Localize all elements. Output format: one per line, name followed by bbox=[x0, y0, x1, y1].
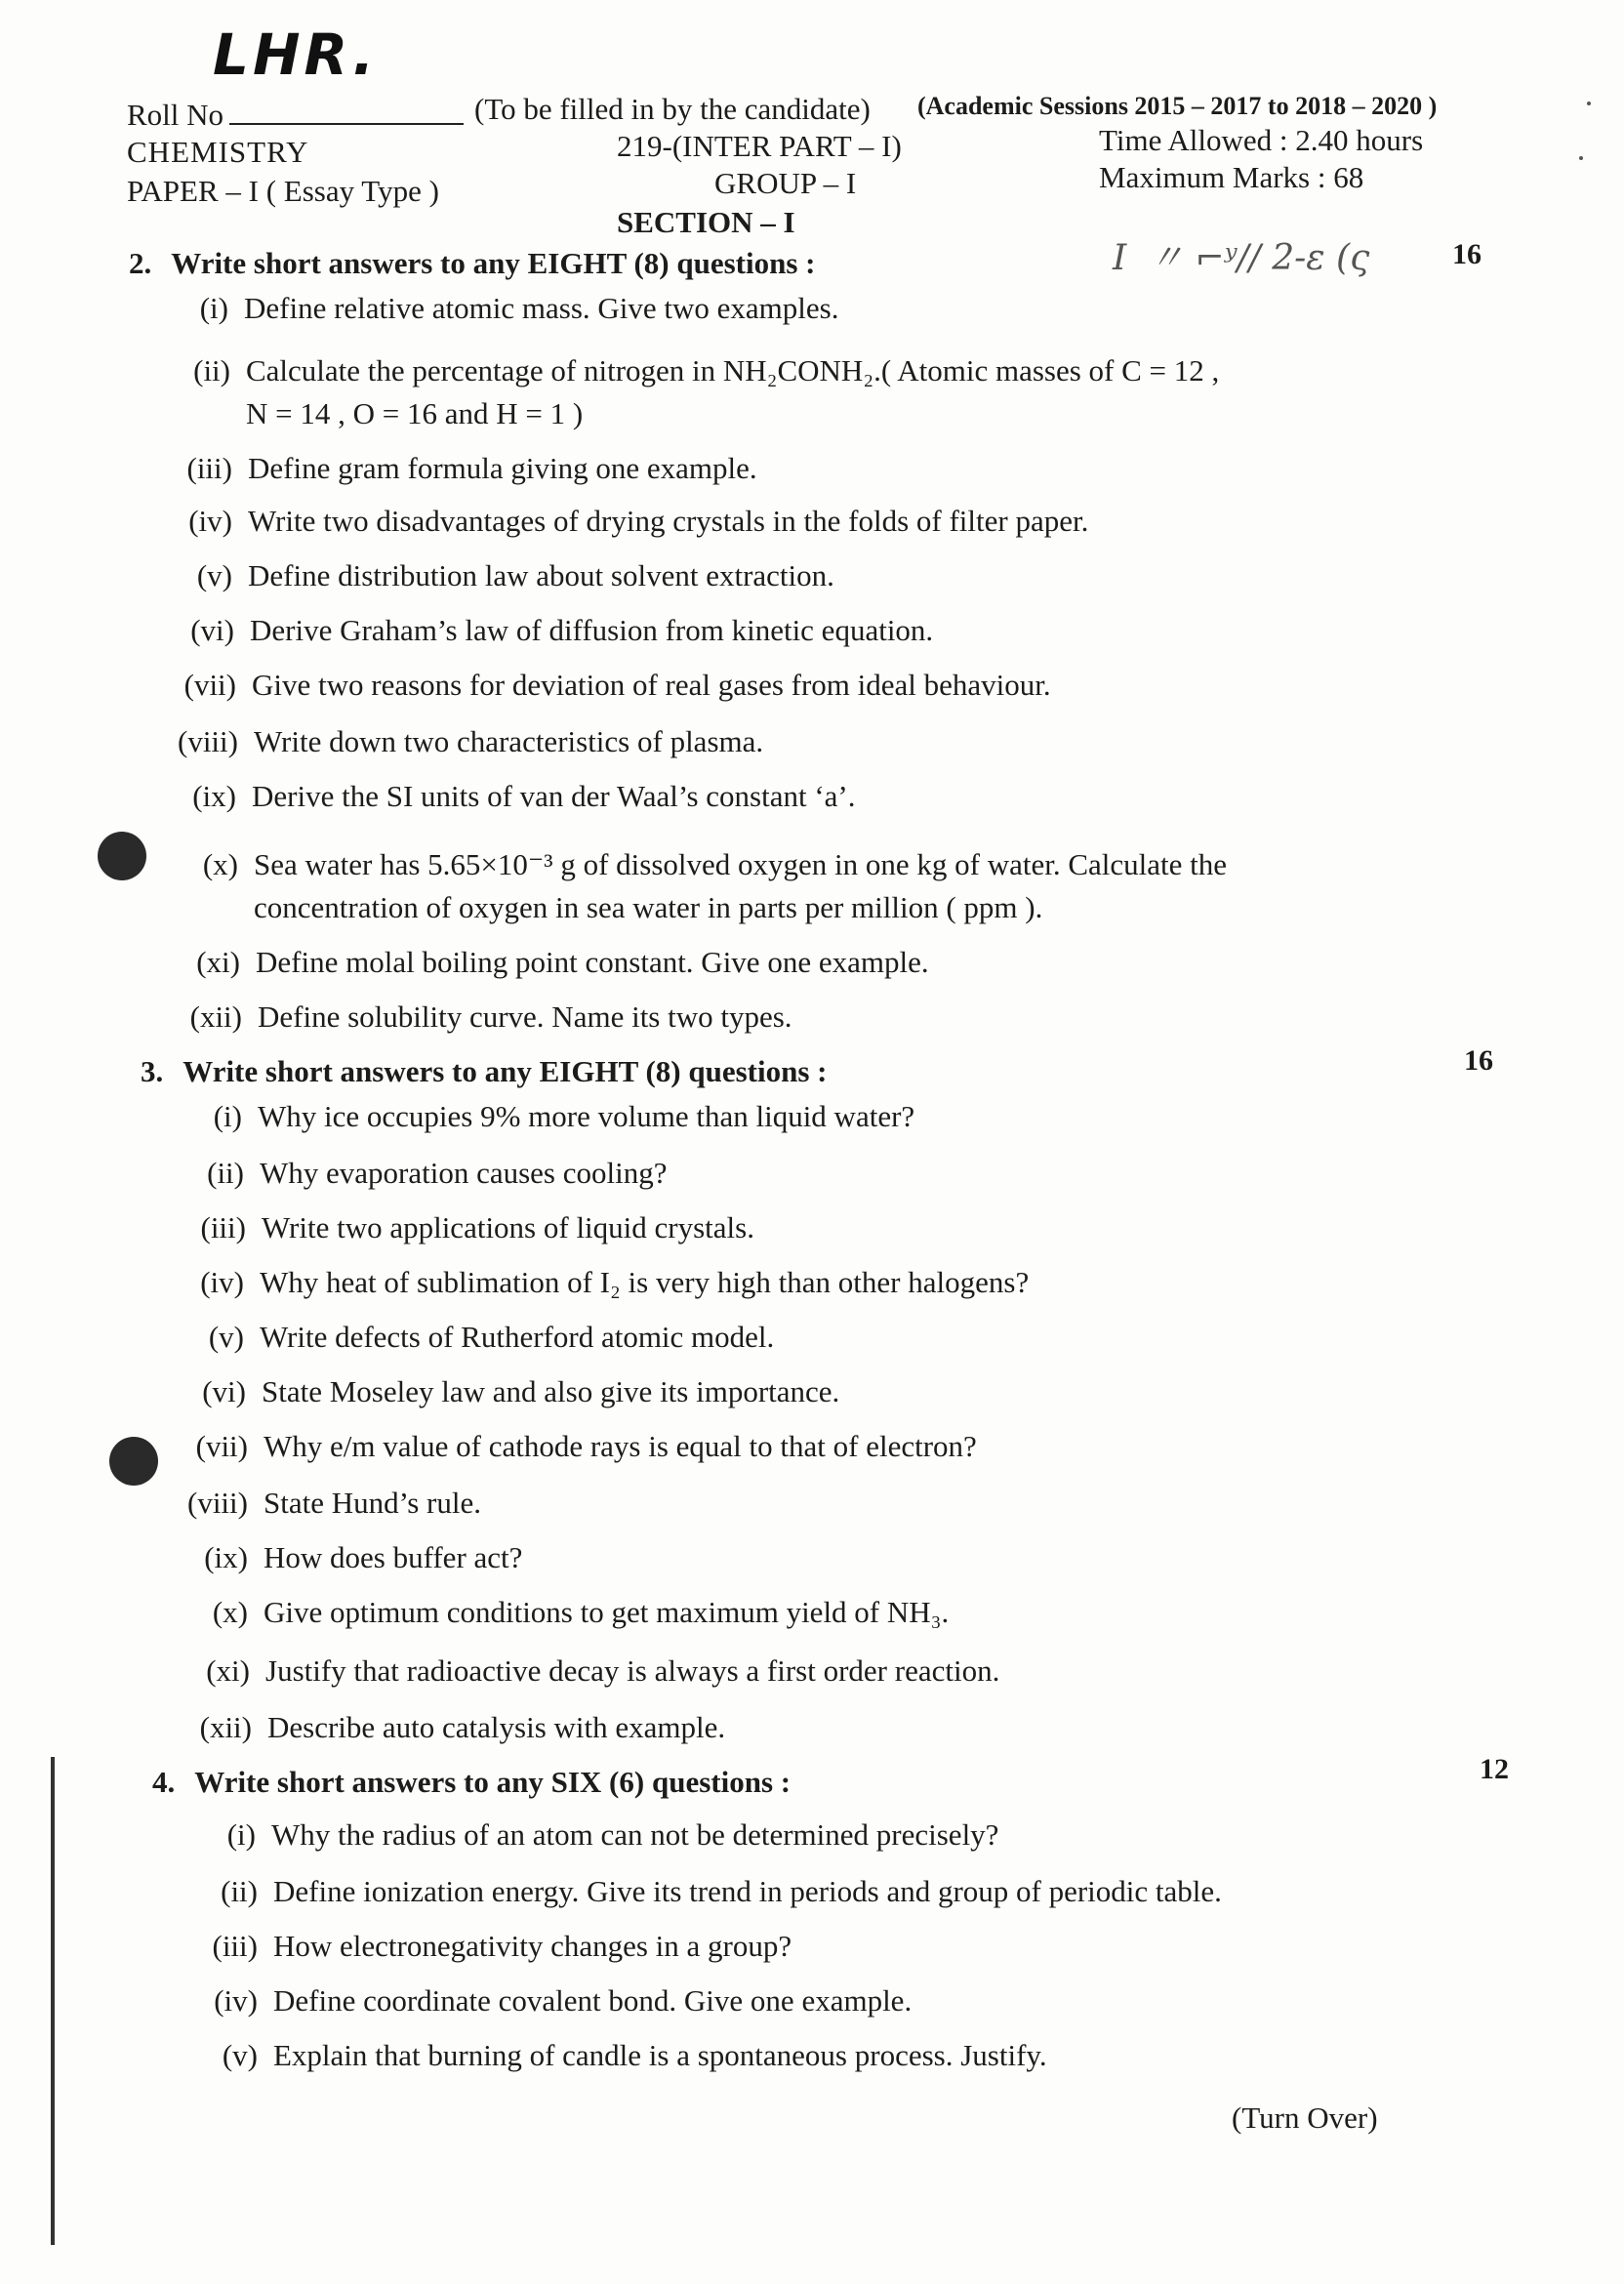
handwritten-scribble: I 〃 ⌐ʸ// 2-ε (ς bbox=[1113, 238, 1370, 278]
scan-margin-line bbox=[51, 1757, 55, 2245]
question-3-part-iv: (iv) Why heat of sublimation of I₂ is very high than other halogens? bbox=[200, 1265, 1030, 1299]
question-2-part-xii: (xii) Define solubility curve. Name its two types. bbox=[189, 999, 792, 1034]
question-3-part-v: (v) Write defects of Rutherford atomic model. bbox=[208, 1320, 775, 1354]
question-3-heading: 3. Write short answers to any EIGHT (8) questions : bbox=[141, 1054, 828, 1088]
question-4-part-v: (v) Explain that burning of candle is a spontaneous process. Justify. bbox=[222, 2038, 1047, 2072]
subject-title: CHEMISTRY bbox=[127, 135, 309, 169]
question-2-part-iii: (iii) Define gram formula giving one example. bbox=[186, 451, 757, 485]
question-2-part-i: (i) Define relative atomic mass. Give two examples. bbox=[199, 291, 839, 325]
question-3-marks: 16 bbox=[1464, 1044, 1493, 1077]
question-3-part-i: (i) Why ice occupies 9% more volume than liquid water? bbox=[213, 1099, 915, 1133]
roll-no-label: Roll No bbox=[127, 98, 464, 133]
group-label: GROUP – I bbox=[714, 166, 857, 200]
time-allowed: Time Allowed : 2.40 hours bbox=[1099, 123, 1424, 157]
question-2-part-iv: (iv) Write two disadvantages of drying crystals in the folds of filter paper. bbox=[188, 504, 1089, 538]
question-3-part-ix: (ix) How does buffer act? bbox=[204, 1540, 523, 1574]
question-3-part-xi: (xi) Justify that radioactive decay is always a first order reaction. bbox=[206, 1653, 1000, 1688]
question-2-part-ii: (ii) Calculate the percentage of nitrogen in NH₂CONH₂.( Atomic masses of C = 12 , N = 14 , O = 16 and H = 1 ) bbox=[193, 353, 1220, 430]
paper-type: PAPER – I ( Essay Type ) bbox=[127, 174, 439, 208]
question-3-part-iii: (iii) Write two applications of liquid crystals. bbox=[200, 1210, 754, 1244]
question-4-marks: 12 bbox=[1480, 1753, 1509, 1785]
question-2-part-xi: (xi) Define molal boiling point constant. Give one example. bbox=[196, 945, 929, 979]
punch-hole-bottom bbox=[109, 1437, 158, 1486]
scan-speck bbox=[1579, 156, 1583, 160]
question-3-part-vii: (vii) Why e/m value of cathode rays is equal to that of electron? bbox=[195, 1429, 977, 1463]
paper-code: 219-(INTER PART – I) bbox=[617, 129, 902, 163]
maximum-marks: Maximum Marks : 68 bbox=[1099, 160, 1364, 194]
question-2-marks: 16 bbox=[1452, 238, 1482, 270]
question-2-part-vii: (vii) Give two reasons for deviation of real gases from ideal behaviour. bbox=[183, 668, 1051, 702]
question-3-part-ii: (ii) Why evaporation causes cooling? bbox=[207, 1156, 668, 1190]
question-4-part-iv: (iv) Define coordinate covalent bond. Give one example. bbox=[214, 1983, 913, 2018]
question-2-part-vi: (vi) Derive Graham’s law of diffusion from kinetic equation. bbox=[190, 613, 934, 647]
question-3-part-viii: (viii) State Hund’s rule. bbox=[187, 1486, 481, 1520]
fill-note: (To be filled in by the candidate) bbox=[474, 92, 871, 126]
punch-hole-top bbox=[98, 832, 146, 880]
question-2-part-ix: (ix) Derive the SI units of van der Waal’s constant ‘a’. bbox=[192, 779, 856, 813]
question-3-part-vi: (vi) State Moseley law and also give its importance. bbox=[202, 1374, 840, 1408]
turn-over-note: (Turn Over) bbox=[1232, 2100, 1378, 2135]
question-2-heading: 2. Write short answers to any EIGHT (8) questions : bbox=[129, 246, 816, 280]
question-4-part-ii: (ii) Define ionization energy. Give its trend in periods and group of periodic table. bbox=[221, 1874, 1222, 1908]
question-2-part-viii: (viii) Write down two characteristics of plasma. bbox=[178, 724, 764, 758]
scan-speck bbox=[1587, 102, 1591, 105]
roll-no-blank[interactable] bbox=[229, 98, 464, 125]
academic-sessions: (Academic Sessions 2015 – 2017 to 2018 – 2020 ) bbox=[917, 92, 1438, 120]
question-3-part-xii: (xii) Describe auto catalysis with example. bbox=[199, 1710, 726, 1744]
question-4-heading: 4. Write short answers to any SIX (6) questions : bbox=[152, 1765, 792, 1799]
question-4-part-iii: (iii) How electronegativity changes in a group? bbox=[212, 1929, 792, 1963]
question-3-part-x: (x) Give optimum conditions to get maximum yield of NH₃. bbox=[212, 1595, 950, 1629]
board-tag: LHR. bbox=[213, 21, 379, 88]
question-2-part-v: (v) Define distribution law about solvent extraction. bbox=[196, 558, 834, 592]
question-4-part-i: (i) Why the radius of an atom can not be determined precisely? bbox=[226, 1817, 999, 1852]
question-2-part-x: (x) Sea water has 5.65×10⁻³ g of dissolved oxygen in one kg of water. Calculate the concentration of oxygen in sea water in parts per million ( ppm ). bbox=[202, 847, 1228, 924]
section-title: SECTION – I bbox=[617, 205, 795, 239]
